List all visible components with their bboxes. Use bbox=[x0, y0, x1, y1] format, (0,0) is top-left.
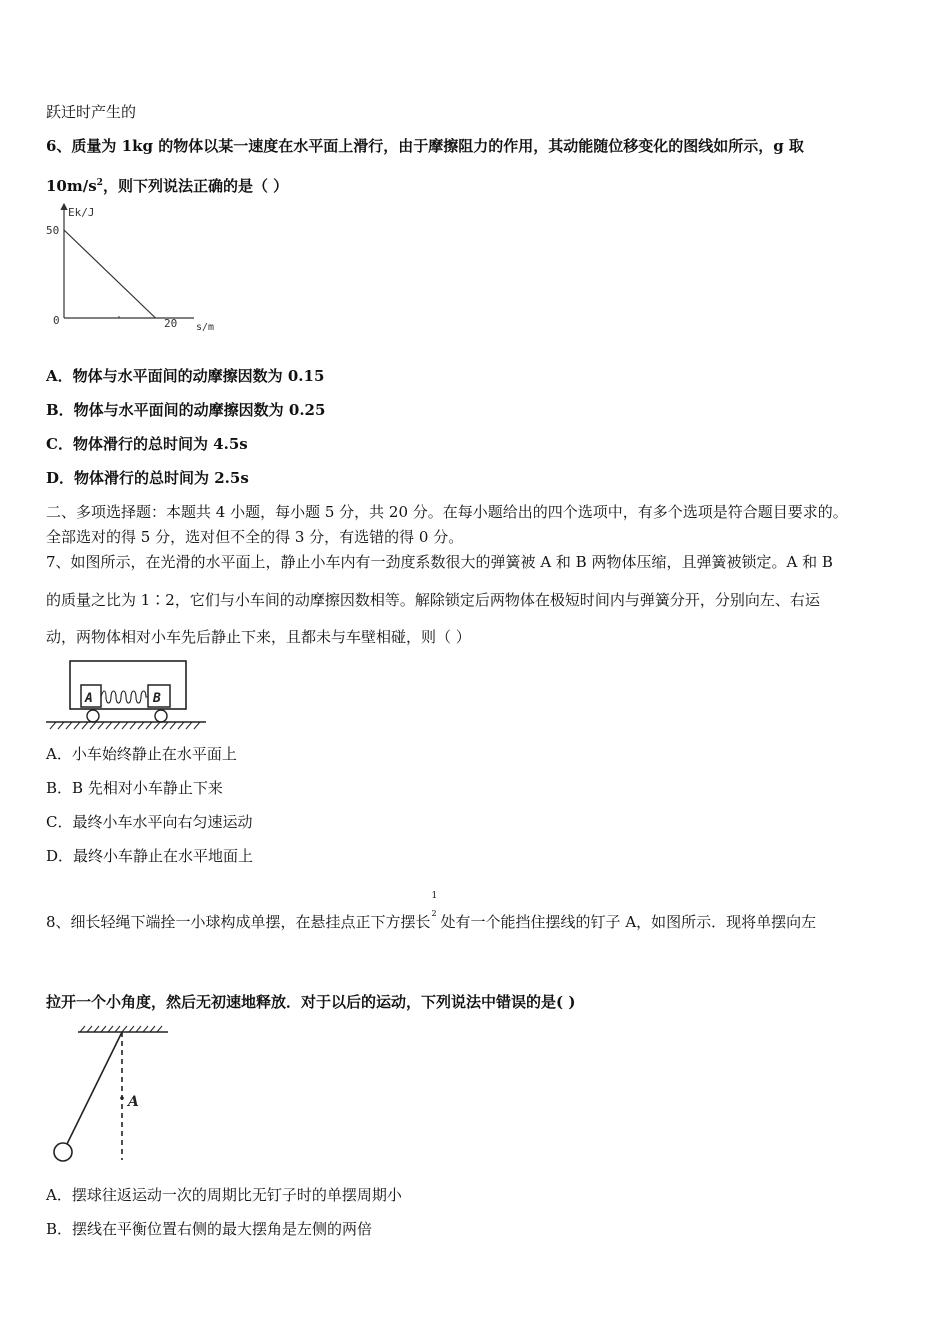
option-7c: C．最终小车水平向右匀速运动 bbox=[46, 813, 253, 831]
stem-tail: ，则下列说法正确的是（ ） bbox=[102, 177, 289, 195]
unit-text: 10m/s bbox=[46, 177, 97, 195]
question-7-stem: 7、如图所示，在光滑的水平面上，静止小车内有一劲度系数很大的弹簧被 A 和 B 两物体压缩，且弹簧被锁定。A 和 B bbox=[46, 553, 833, 571]
question-7-stem-end: 动，两物体相对小车先后静止下来，且都未与车壁相碰，则（ ） bbox=[46, 628, 471, 646]
section-2-heading-cont: 全部选对的得 5 分，选对但不全的得 3 分，有选错的得 0 分。 bbox=[46, 528, 464, 546]
question-6-stem: 6、质量为 1kg 的物体以某一速度在水平面上滑行，由于摩擦阻力的作用，其动能随位移变化的图线如所示，g 取 bbox=[46, 137, 804, 155]
question-8-stem bbox=[46, 891, 817, 932]
block-b-label: B bbox=[153, 691, 161, 706]
option-6a: A．物体与水平面间的动摩擦因数为 0.15 bbox=[46, 367, 325, 385]
fraction-numerator: 1 bbox=[431, 891, 438, 901]
option-8b: B．摆线在平衡位置右侧的最大摆角是左侧的两倍 bbox=[46, 1220, 373, 1238]
wheel-right bbox=[155, 710, 167, 722]
spring bbox=[101, 691, 148, 703]
question-7-stem-cont: 的质量之比为 1∶2，它们与小车间的动摩擦因数相等。解除锁定后两物体在极短时间内与弹簧分开，分别向左、右运 bbox=[46, 591, 820, 609]
fraction-denominator: 2 bbox=[431, 909, 437, 918]
stem-part-2: 处有一个能挡住摆线的钉子 A，如图所示．现将单摆向左 bbox=[440, 913, 817, 931]
cart-figure bbox=[44, 655, 208, 731]
question-6-stem-cont bbox=[46, 173, 288, 196]
origin-label: 0 bbox=[53, 314, 60, 327]
question-8-stem-cont: 拉开一个小角度，然后无初速地释放．对于以后的运动，下列说法中错误的是( ) bbox=[46, 993, 576, 1011]
y-tick-label: 50 bbox=[46, 224, 60, 237]
data-line bbox=[64, 230, 156, 318]
text-line: 跃迁时产生的 bbox=[46, 103, 137, 121]
nail-label: A bbox=[128, 1094, 139, 1110]
pendulum-bob bbox=[54, 1143, 72, 1161]
x-tick-label: 20 bbox=[164, 317, 178, 330]
section-2-heading: 二、多项选择题：本题共 4 小题，每小题 5 分，共 20 分。在每小题给出的四个选项中，有多个选项是符合题目要求的。 bbox=[46, 503, 848, 521]
ek-s-graph bbox=[44, 200, 234, 338]
option-8a: A．摆球往返运动一次的周期比无钉子时的单摆周期小 bbox=[46, 1186, 402, 1204]
option-6d: D．物体滑行的总时间为 2.5s bbox=[46, 469, 249, 487]
option-7b: B．B 先相对小车静止下来 bbox=[46, 779, 223, 797]
fraction bbox=[431, 891, 441, 932]
ground-hatch bbox=[50, 722, 200, 729]
stem-part-1: 8、细长轻绳下端拴一小球构成单摆，在悬挂点正下方摆长 bbox=[46, 913, 431, 931]
nail-point bbox=[120, 1096, 124, 1100]
ceiling-hatch bbox=[80, 1026, 162, 1032]
wheel-left bbox=[87, 710, 99, 722]
pendulum-string bbox=[67, 1032, 122, 1144]
option-6c: C．物体滑行的总时间为 4.5s bbox=[46, 435, 248, 453]
y-axis-label: Ek/J bbox=[68, 206, 95, 219]
option-7a: A．小车始终静止在水平面上 bbox=[46, 745, 237, 763]
block-a-label: A bbox=[85, 691, 93, 706]
option-7d: D．最终小车静止在水平地面上 bbox=[46, 847, 254, 865]
option-6b: B．物体与水平面间的动摩擦因数为 0.25 bbox=[46, 401, 326, 419]
x-axis-label: s/m bbox=[196, 322, 215, 333]
pendulum-figure bbox=[44, 1020, 174, 1168]
superscript: 2 bbox=[96, 178, 103, 188]
